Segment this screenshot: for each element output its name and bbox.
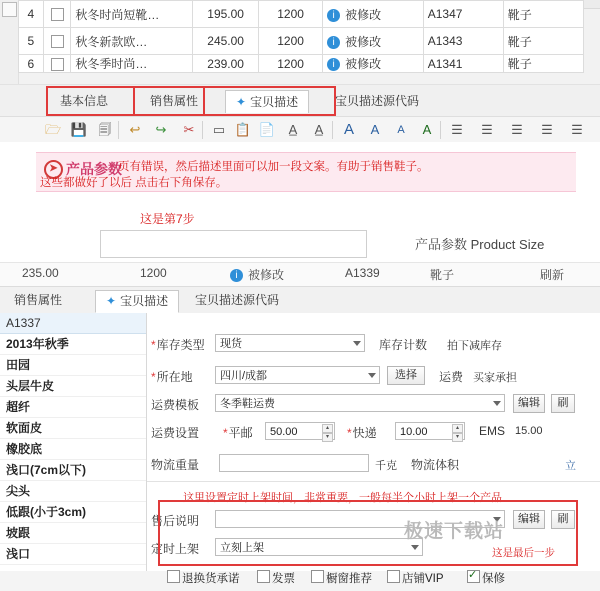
row-status [323,55,424,73]
stock-type-value: 现货 [220,338,242,350]
row-category: 靴子 [503,55,583,73]
ghost-qty: 1200 [140,266,167,280]
stock-type-label: *库存类型 [151,338,205,352]
form-row-stock-type [147,333,600,357]
paste-icon[interactable]: 📋 [234,122,252,137]
description-canvas[interactable] [0,142,600,262]
aftersale-label: 售后说明 [151,514,200,528]
express-fee-value: 10.00 [400,426,428,438]
list-item[interactable]: 尖头 [0,481,146,502]
list-item[interactable]: 超纤 [0,397,146,418]
product-table [18,0,584,73]
freight-template-label: 运费模板 [151,398,200,412]
row-quantity: 1200 [259,55,323,73]
arrow-circle-icon: ➤ [44,160,63,179]
lower-tabbar [0,287,600,314]
stock-count-value: 拍下减库存 [447,340,502,352]
post-fee-stepper[interactable]: ▴ ▾ [322,424,333,440]
editor-toolbar [0,116,600,144]
form-row-location [147,365,600,389]
cut-icon[interactable]: ✂ [183,122,195,137]
tab-basic-info[interactable]: 基本信息 [60,94,109,108]
chevron-down-icon [353,341,361,346]
row-price: 195.00 [193,1,259,28]
save-icon[interactable]: 💾 [70,122,88,137]
list-item[interactable]: 头层牛皮 [0,376,146,397]
table-row[interactable] [19,1,584,28]
row-code: A1347 [423,1,503,28]
row-price: 245.00 [193,28,259,55]
row-product-name: 秋冬时尚短靴… [71,1,193,28]
align-left-icon[interactable]: ☰ [451,122,463,137]
align-center-icon[interactable]: ☰ [481,122,493,137]
form-row-shipping-fees [147,421,600,445]
aftersale-refresh-button[interactable]: 刷 [551,510,575,529]
stock-count-label: 库存计数 [379,338,428,352]
checkbox-invoice-label: 发票 [272,573,295,585]
location-select[interactable] [215,366,380,384]
ems-fee-value: 15.00 [515,425,543,437]
row-index: 6 [19,55,44,73]
rail-checkbox[interactable] [2,2,17,17]
paste-plain-icon[interactable]: 📄 [258,122,276,137]
shipping-setting-label: 运费设置 [151,426,200,440]
volume-label: 物流体积 [411,458,460,472]
freight-value: 买家承担 [473,372,517,384]
express-fee-stepper[interactable]: ▴ ▾ [452,424,463,440]
annotation-final-step: 这是最后一步 [492,547,555,559]
open-folder-icon[interactable]: 🗁 [44,122,62,137]
row-code: A1341 [423,55,503,73]
star-icon: ✦ [106,294,117,308]
post-fee-input[interactable] [265,422,335,440]
row-checkbox[interactable] [51,58,64,71]
weight-unit-label: 千克 [375,460,397,472]
table-row[interactable] [19,55,584,73]
list-item[interactable]: 坡跟 [0,523,146,544]
row-checkbox[interactable] [51,8,64,21]
undo-icon[interactable]: ↩ [129,122,141,137]
list-item[interactable]: 田园 [0,355,146,376]
chevron-down-icon [493,401,501,406]
checkbox-shop-vip-label: 店铺VIP [402,573,444,585]
row-category: 靴子 [503,1,583,28]
copy-page-icon[interactable]: 🗐 [98,122,112,137]
row-code: A1343 [423,28,503,55]
row-quantity: 1200 [259,28,323,55]
toolbar-divider [118,121,119,139]
list-item[interactable]: 浅口 [0,544,146,565]
volume-action-link[interactable]: 立 [565,460,576,472]
select-button[interactable]: 选择 [387,366,425,385]
row-category: 靴子 [503,28,583,55]
checkbox-shop-vip[interactable] [387,570,400,583]
express-label: *快递 [347,426,377,440]
checkbox-window-recommend-label: 橱窗推荐 [326,573,372,585]
product-table-area [0,0,600,97]
weight-input[interactable] [219,454,369,472]
table-row[interactable] [19,28,584,55]
checkbox-return-promise[interactable] [167,570,180,583]
ghost-tail: 刷新 [540,268,565,282]
lower-tab-sales-attributes[interactable]: 销售属性 [14,293,63,307]
weight-label: 物流重量 [151,458,200,472]
checkbox-invoice[interactable] [257,570,270,583]
checkbox-return-promise-label: 退换货承诺 [182,573,240,585]
freight-label: 运费 [439,370,464,384]
info-icon: i [327,9,340,22]
info-icon: i [327,36,340,49]
tab-description-source[interactable]: 宝贝描述源代码 [335,94,420,108]
list-item[interactable]: 浅口(7cm以下) [0,460,146,481]
express-fee-input[interactable] [395,422,465,440]
row-index: 5 [19,28,44,55]
row-checkbox-cell[interactable] [43,55,71,73]
row-price: 239.00 [193,55,259,73]
checkbox-window-recommend[interactable] [311,570,324,583]
star-icon: ✦ [236,95,247,109]
row-checkbox-cell[interactable] [43,28,71,55]
row-quantity: 1200 [259,1,323,28]
row-status-text: 被修改 [345,34,382,49]
location-label: *所在地 [151,370,193,384]
font-case-b-icon[interactable]: A̲ [314,122,324,137]
split-row [0,262,600,288]
row-rail [0,0,19,97]
font-color-icon[interactable]: A [422,122,432,137]
row-index: 4 [19,1,44,28]
timing-tip: 这里设置定时上架时间，非常重要，一般每半个小时上架一个产品 [183,492,502,504]
chevron-down-icon [411,545,419,550]
lower-tab-description-source[interactable]: 宝贝描述源代码 [195,293,280,307]
row-checkbox-cell[interactable] [43,1,71,28]
row-product-name: 秋冬新款欧… [71,28,193,55]
info-icon: i [327,58,340,71]
ems-label: EMS [479,424,506,438]
redo-icon[interactable]: ↪ [155,122,167,137]
editor-tabbar [0,84,600,117]
lower-tab-product-description-label: 宝贝描述 [120,294,169,308]
parameter-title: 产品参数 [66,161,122,177]
timer-value: 立刻上架 [220,542,264,554]
product-form [147,313,600,585]
list-item[interactable]: 橡胶底 [0,439,146,460]
row-status [323,1,424,28]
align-right-icon[interactable]: ☰ [511,122,523,137]
attribute-list[interactable] [0,313,147,571]
form-row-aftersale [147,509,600,533]
tab-sales-attributes[interactable]: 销售属性 [150,94,199,108]
checkbox-warranty[interactable] [467,570,480,583]
form-row-checkboxes [147,567,600,591]
row-status [323,28,424,55]
list-item[interactable]: 低跟(小于3cm) [0,502,146,523]
timer-select[interactable] [215,538,423,556]
font-small-icon[interactable]: A [397,124,405,136]
lower-tab-product-description[interactable] [95,290,179,313]
lower-pane [0,286,600,585]
attribute-list-header: A1337 [0,313,146,334]
toolbar-divider [332,121,333,139]
freight-template-select[interactable] [215,394,505,412]
info-icon: i [230,269,243,282]
ghost-status [230,266,284,283]
location-value: 四川/成都 [220,370,268,382]
row-checkbox[interactable] [51,35,64,48]
freight-template-refresh-button[interactable]: 刷 [551,394,575,413]
post-fee-value: 50.00 [270,426,298,438]
list-icon[interactable]: ☰ [571,122,583,137]
font-medium-icon[interactable]: A [370,122,380,137]
annotation-note-line1: 页有错误，然后描述里面可以加一段文案。有助于销售鞋子。 [118,161,429,173]
font-large-icon[interactable]: A [343,121,354,138]
tab-product-description[interactable] [225,90,309,113]
annotation-step7: 这是第7步 [140,212,195,226]
align-justify-icon[interactable]: ☰ [541,122,553,137]
ghost-status-text: 被修改 [248,268,285,282]
product-size-label: 产品参数 Product Size [415,237,545,252]
toolbar-divider [202,121,203,139]
ghost-price: 235.00 [22,266,59,280]
tab-product-description-label: 宝贝描述 [250,95,299,109]
row-status-text: 被修改 [345,7,382,22]
chevron-down-icon [368,373,376,378]
timer-label: 定时上架 [151,542,200,556]
freight-template-value: 冬季鞋运费 [220,398,275,410]
form-row-freight-template [147,393,600,417]
list-item[interactable]: 2013年秋季 [0,334,146,355]
description-text-box[interactable] [100,230,367,258]
font-case-a-icon[interactable]: A̲ [288,122,298,137]
freight-template-edit-button[interactable]: 编辑 [513,394,545,413]
ghost-code: A1339 [345,266,380,280]
list-item[interactable]: 软面皮 [0,418,146,439]
post-label: *平邮 [223,426,253,440]
annotation-note-line2: 这些都做好了以后 点击右下角保存。 [40,177,228,189]
row-status-text: 被修改 [345,57,382,71]
toolbar-divider [440,121,441,139]
watermark: 极速下载站 [404,521,505,542]
checkbox-warranty-label: 保修 [482,573,505,585]
row-product-name: 秋冬季时尚… [71,55,193,73]
stock-type-select[interactable] [215,334,365,352]
ghost-category: 靴子 [430,268,455,282]
aftersale-edit-button[interactable]: 编辑 [513,510,545,529]
form-divider [147,481,600,482]
copy-icon[interactable]: ▭ [212,122,226,137]
form-row-weight-volume [147,453,600,477]
